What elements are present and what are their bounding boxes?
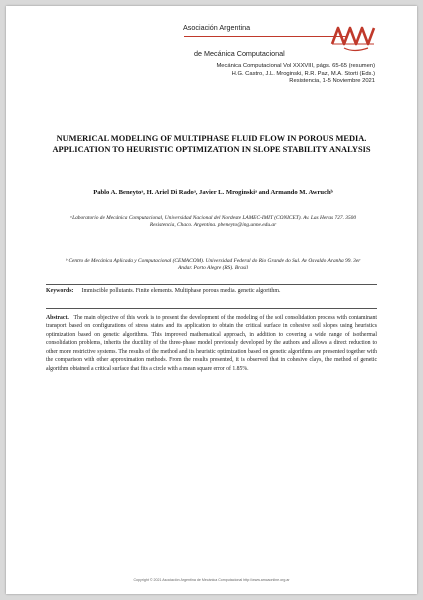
abstract-label: Abstract. <box>46 315 69 321</box>
paper-authors: Pablo A. Beneytoᵃ, H. Ariel Di Radoᵃ, Javier L. Mroginskiᵃ and Armando M. Awruchᵇ <box>93 189 333 196</box>
keywords-text: Immiscible pollutants. Finite elements. Multiphase porous media. genetic algorithm. <box>81 288 281 294</box>
organization-name-line2: de Mecánica Computacional <box>194 49 285 58</box>
header-rule <box>184 36 348 37</box>
amca-logo <box>330 20 378 54</box>
affiliation-a: ᵃLaboratorio de Mecánica Computacional, Universidad Nacional del Nordeste LAMEC-IMIT (CONICET). Av. Las Heras 727. 3500 Resistencia, Chaco. Argentina. pbeneyto@ing.unne.edu.ar <box>69 215 357 229</box>
publication-venue-date: Resistencia, 1-5 Noviembre 2021 <box>289 78 375 85</box>
paper-page <box>6 6 417 594</box>
affiliation-b: ᵇ Centro de Mecánica Aplicada y Computacional (CEMACOM). Universidad Federal do Rio Grande do Sul. Av Osvaldo Aranha 99. 3er Andar. Porto Alegre (RS). Brasil <box>65 258 361 272</box>
abstract-block <box>46 314 377 373</box>
abstract-text: The main objective of this work is to present the development of the modeling of the soil consolidation process with contaminant transport based on configurations of stress states and its application to obtain the critical surface in cohesive soil slopes using heuristics optimization based on genetic algorithms. This improved mathematical approach, in addition to covering a wide range of isothermal consolidation problems, inherits the ductility of the three-phase model previously developed by the authors and allows a direct reduction to other more restrictive systems. The results of the method and its heuristic optimization based on genetic algorithms are presented together with the comparison with other approximation methods. From the results presented, it is observed that in cohesive clays, the method of genetic algorithm obtained a critical surface that fits a circle with a mean square error of 1.85%. <box>46 315 377 372</box>
keywords-bottom-rule <box>46 308 377 309</box>
publication-volume: Mecánica Computacional Vol XXXVIII, págs. 65-65 (resumen) <box>216 63 375 69</box>
organization-name-line1: Asociación Argentina <box>183 23 251 32</box>
keywords-block <box>46 287 377 295</box>
paper-title: NUMERICAL MODELING OF MULTIPHASE FLUID FLOW IN POROUS MEDIA. APPLICATION TO HEURISTIC OPTIMIZATION IN SLOPE STABILITY ANALYSIS <box>52 134 371 154</box>
keywords-label: Keywords: <box>46 288 74 294</box>
keywords-top-rule <box>46 284 377 285</box>
copyright-notice: Copyright © 2021 Asociación Argentina de Mecánica Computacional http://www.amcaonline.org.ar <box>133 578 290 582</box>
publication-editors: H.G. Castro, J.L. Mroginski, R.R. Paz, M.A. Storti (Eds.) <box>231 70 375 77</box>
publication-info <box>135 63 375 86</box>
